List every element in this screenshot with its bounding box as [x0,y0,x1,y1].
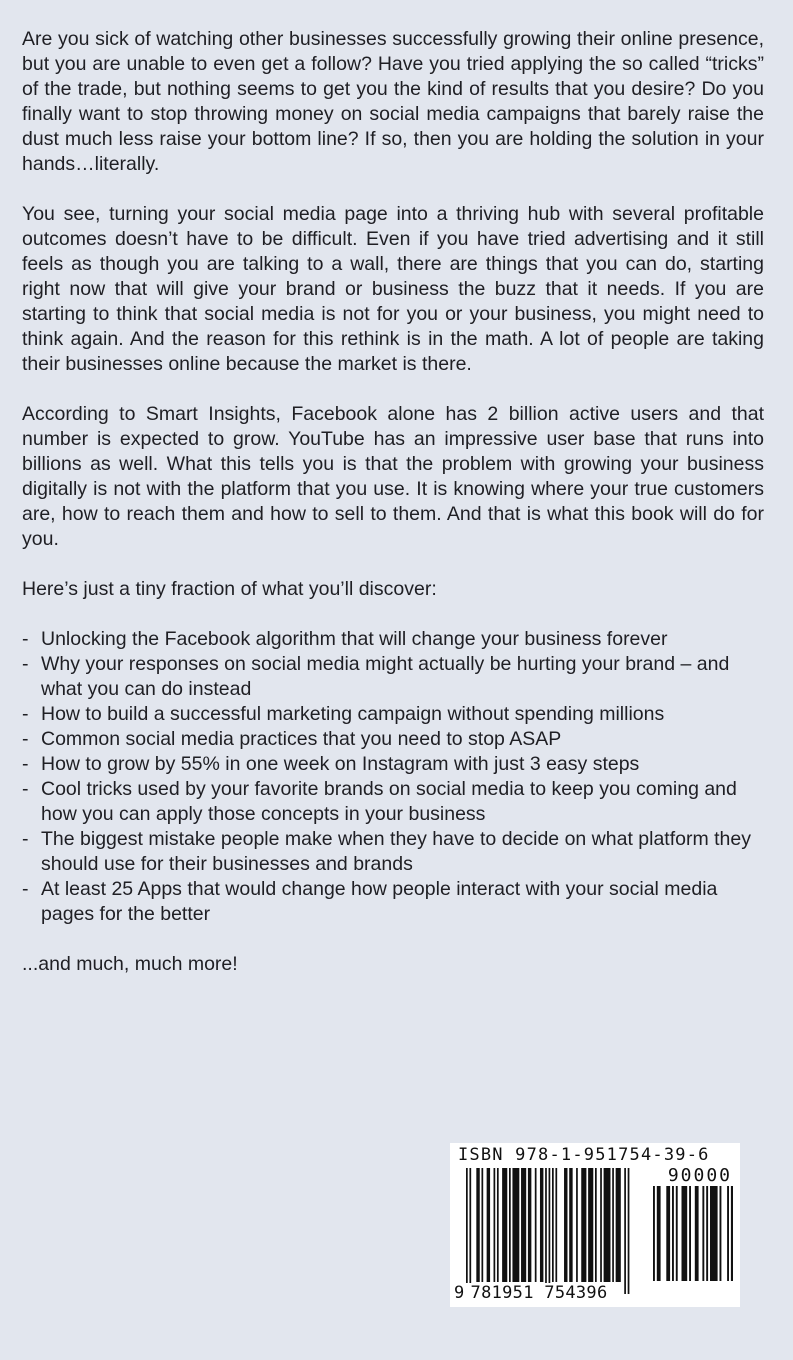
barcode-bar [727,1186,729,1281]
addon-barcode-bars [653,1186,733,1281]
barcode-bar [653,1186,655,1281]
barcode-bar [569,1168,572,1282]
barcode-bar [676,1186,678,1281]
barcode-bar [535,1168,537,1282]
dash-marker: - [22,753,29,775]
barcode-bar [612,1168,614,1282]
list-item-text: Common social media practices that you need to stop ASAP [41,728,562,750]
barcode-bar [545,1168,547,1294]
barcode-bar [549,1168,551,1294]
closing-line: ...and much, much more! [22,953,238,975]
ean-first-digit: 9 [454,1283,465,1303]
barcode-bar [666,1186,670,1281]
dash-marker: - [22,828,29,850]
barcode-bar [702,1186,704,1281]
barcode-bar [682,1186,688,1281]
list-item [22,652,764,702]
barcode-bar [616,1168,621,1282]
list-item [22,727,764,752]
barcode-bar [731,1186,733,1281]
barcode-bar [528,1168,531,1282]
barcode-bar [564,1168,567,1282]
list-item [22,702,764,727]
list-item [22,627,764,652]
dash-marker: - [22,628,29,650]
dash-marker: - [22,703,29,725]
isbn-barcode [450,1143,740,1307]
barcode-bar [476,1168,479,1282]
ean-remaining-digits: 781951 754396 [470,1283,608,1303]
barcode-bar [502,1168,507,1282]
paragraph-statistics: According to Smart Insights, Facebook alone has 2 billion active users and that number is expected to grow. YouTube has an impressive user base that runs into billions as well. What this tells you is that the problem with growing your business digitally is not with the platform that you use. It is knowing where your true customers are, how to reach them and how to sell to them. And that is what this book will do for you. [22,403,764,550]
barcode-bar [540,1168,543,1282]
barcode-bar [720,1186,722,1281]
list-item-text: How to grow by 55% in one week on Instagram with just 3 easy steps [41,753,640,775]
ean-barcode-bars [466,1168,646,1294]
discover-list [22,627,764,927]
list-item-text: How to build a successful marketing campaign without spending millions [41,703,665,725]
price-addon-code: 90000 [667,1165,732,1186]
barcode-bar [512,1168,519,1282]
list-item-text: Unlocking the Facebook algorithm that will change your business forever [41,628,668,650]
barcode-bar [494,1168,496,1282]
barcode-bar [466,1168,468,1294]
barcode-bar [481,1168,483,1282]
barcode-bar [497,1168,499,1282]
barcode-bar [695,1186,699,1281]
barcode-bar [521,1168,526,1282]
back-cover-text [22,27,764,977]
barcode-bar [600,1168,602,1282]
list-item [22,827,764,877]
barcode-bar [624,1168,626,1294]
paragraph-intro: Are you sick of watching other businesses successfully growing their online presence, but you are unable to even get a follow? Have you tried applying the so called “tricks” of the trade, but nothing seems to get you the kind of results that you desire? Do you finally want to stop throwing money on social media campaigns that barely raise the dust much less raise your bottom line? If so, then you are holding the solution in your hands…literally. [22,28,764,175]
barcode-bar [588,1168,593,1282]
list-item [22,777,764,827]
ean-digits [454,1283,608,1303]
barcode-bar [487,1168,490,1282]
dash-marker: - [22,653,29,675]
list-item [22,877,764,927]
barcode-bar [657,1186,661,1281]
dash-marker: - [22,878,29,900]
barcode-bar [581,1168,586,1282]
barcode-bar [552,1168,554,1282]
barcode-bar [555,1168,557,1282]
list-item [22,752,764,777]
barcode-bar [469,1168,471,1294]
list-intro: Here’s just a tiny fraction of what you’ll discover: [22,578,437,600]
list-item-text: At least 25 Apps that would change how people interact with your social media pages for the better [41,878,718,925]
dash-marker: - [22,728,29,750]
barcode-bar [509,1168,511,1282]
barcode-bar [604,1168,611,1282]
barcode-bar [595,1168,597,1282]
list-item-text: The biggest mistake people make when they have to decide on what platform they should use for their businesses and brands [41,828,751,875]
dash-marker: - [22,778,29,800]
list-item-text: Cool tricks used by your favorite brands on social media to keep you coming and how you can apply those concepts in your business [41,778,737,825]
barcode-bar [628,1168,630,1294]
list-item-text: Why your responses on social media might actually be hurting your brand – and what you can do instead [41,653,730,700]
barcode-bar [706,1186,708,1281]
barcode-bar [689,1186,691,1281]
barcode-bar [672,1186,674,1281]
barcode-bar [576,1168,578,1282]
barcode-bar [710,1186,718,1281]
isbn-label: ISBN 978-1-951754-39-6 [458,1145,710,1165]
paragraph-social-media: You see, turning your social media page into a thriving hub with several profitable outcomes doesn’t have to be difficult. Even if you have tried advertising and it still feels as though you are talking to a wall, there are things that you can do, starting right now that will give your brand or business the buzz that it needs. If you are starting to think that social media is not for you or your business, you might need to think again. And the reason for this rethink is in the math. A lot of people are taking their businesses online because the market is there. [22,203,764,375]
